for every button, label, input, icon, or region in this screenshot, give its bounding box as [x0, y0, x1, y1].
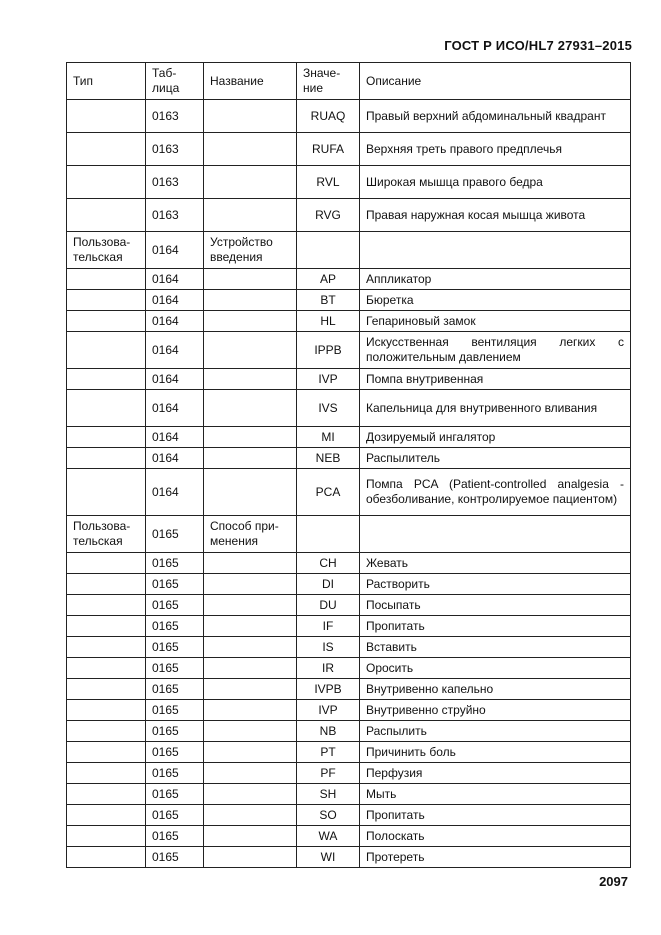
- value-cell: IPPB: [297, 332, 360, 369]
- description-cell: Правая наружная косая мышца живота: [360, 199, 631, 232]
- value-cell: PT: [297, 742, 360, 763]
- description-cell: Полоскать: [360, 826, 631, 847]
- type-cell: [67, 616, 146, 637]
- value-cell: IVP: [297, 369, 360, 390]
- col-header-type: Тип: [67, 63, 146, 100]
- table-row: [67, 742, 631, 763]
- type-cell: Пользова- тельская: [67, 232, 146, 269]
- description-cell: [360, 516, 631, 553]
- table-row: [67, 290, 631, 311]
- name-cell: Устройство введения: [204, 232, 297, 269]
- type-cell: [67, 595, 146, 616]
- table-number-cell: 0164: [146, 469, 204, 516]
- name-cell: [204, 742, 297, 763]
- table-row: [67, 369, 631, 390]
- table-number-cell: 0163: [146, 166, 204, 199]
- type-cell: [67, 100, 146, 133]
- type-cell: [67, 784, 146, 805]
- description-cell: Гепариновый замок: [360, 311, 631, 332]
- value-cell: SH: [297, 784, 360, 805]
- value-cell: CH: [297, 553, 360, 574]
- description-cell: Распылитель: [360, 448, 631, 469]
- description-cell: Широкая мышца правого бедра: [360, 166, 631, 199]
- description-cell: Посыпать: [360, 595, 631, 616]
- name-cell: [204, 553, 297, 574]
- table-row: [67, 658, 631, 679]
- description-cell: Оросить: [360, 658, 631, 679]
- table-row: [67, 469, 631, 516]
- type-cell: [67, 133, 146, 166]
- table-number-cell: 0163: [146, 199, 204, 232]
- table-number-cell: 0164: [146, 311, 204, 332]
- value-cell: NB: [297, 721, 360, 742]
- type-cell: [67, 290, 146, 311]
- description-cell: Верхняя треть правого предплечья: [360, 133, 631, 166]
- type-cell: [67, 700, 146, 721]
- name-cell: [204, 574, 297, 595]
- table-number-cell: 0164: [146, 232, 204, 269]
- table-number-cell: 0165: [146, 847, 204, 868]
- table-row: [67, 269, 631, 290]
- value-cell: IVPB: [297, 679, 360, 700]
- col-header-name: Название: [204, 63, 297, 100]
- table-number-cell: 0165: [146, 805, 204, 826]
- table-row: [67, 574, 631, 595]
- value-cell: NEB: [297, 448, 360, 469]
- table-row: [67, 826, 631, 847]
- table-number-cell: 0164: [146, 427, 204, 448]
- type-cell: [67, 658, 146, 679]
- type-cell: [67, 805, 146, 826]
- type-cell: [67, 332, 146, 369]
- type-cell: [67, 390, 146, 427]
- table-body: [67, 100, 631, 868]
- type-cell: [67, 369, 146, 390]
- table-row: [67, 133, 631, 166]
- type-cell: [67, 742, 146, 763]
- description-cell: Пропитать: [360, 616, 631, 637]
- name-cell: [204, 166, 297, 199]
- name-cell: [204, 133, 297, 166]
- value-cell: [297, 516, 360, 553]
- table-number-cell: 0165: [146, 784, 204, 805]
- table-row: [67, 427, 631, 448]
- type-cell: [67, 847, 146, 868]
- table-row: [67, 232, 631, 269]
- type-cell: [67, 574, 146, 595]
- value-cell: RUFA: [297, 133, 360, 166]
- value-cell: WA: [297, 826, 360, 847]
- table-number-cell: 0163: [146, 133, 204, 166]
- value-cell: IR: [297, 658, 360, 679]
- document-id: ГОСТ Р ИСО/HL7 27931–2015: [444, 38, 632, 53]
- value-cell: RVG: [297, 199, 360, 232]
- table-row: [67, 100, 631, 133]
- table-row: [67, 763, 631, 784]
- table-row: [67, 390, 631, 427]
- type-cell: [67, 199, 146, 232]
- table-header-row: [67, 63, 631, 100]
- description-cell: Жевать: [360, 553, 631, 574]
- name-cell: [204, 658, 297, 679]
- table-number-cell: 0165: [146, 658, 204, 679]
- name-cell: [204, 199, 297, 232]
- name-cell: [204, 637, 297, 658]
- col-header-description: Описание: [360, 63, 631, 100]
- description-cell: Мыть: [360, 784, 631, 805]
- description-cell: Перфузия: [360, 763, 631, 784]
- value-cell: IF: [297, 616, 360, 637]
- description-cell: Помпа внутривенная: [360, 369, 631, 390]
- table-number-cell: 0164: [146, 269, 204, 290]
- table-number-cell: 0165: [146, 595, 204, 616]
- description-cell: Внутривенно струйно: [360, 700, 631, 721]
- table-number-cell: 0165: [146, 616, 204, 637]
- name-cell: [204, 448, 297, 469]
- description-cell: Капельница для внутривенного вливания: [360, 390, 631, 427]
- value-cell: [297, 232, 360, 269]
- name-cell: [204, 369, 297, 390]
- table-row: [67, 448, 631, 469]
- name-cell: [204, 332, 297, 369]
- value-cell: IS: [297, 637, 360, 658]
- table-row: [67, 784, 631, 805]
- table-number-cell: 0164: [146, 390, 204, 427]
- table-number-cell: 0165: [146, 679, 204, 700]
- description-cell: Причинить боль: [360, 742, 631, 763]
- name-cell: [204, 595, 297, 616]
- description-cell: Распылить: [360, 721, 631, 742]
- table-row: [67, 805, 631, 826]
- value-cell: AP: [297, 269, 360, 290]
- table-row: [67, 516, 631, 553]
- value-cell: WI: [297, 847, 360, 868]
- table-number-cell: 0165: [146, 553, 204, 574]
- table-number-cell: 0165: [146, 516, 204, 553]
- type-cell: [67, 637, 146, 658]
- table-row: [67, 332, 631, 369]
- table-row: [67, 311, 631, 332]
- value-cell: MI: [297, 427, 360, 448]
- table-number-cell: 0165: [146, 574, 204, 595]
- name-cell: [204, 269, 297, 290]
- value-cell: DI: [297, 574, 360, 595]
- table-number-cell: 0164: [146, 369, 204, 390]
- value-cell: IVP: [297, 700, 360, 721]
- value-cell: SO: [297, 805, 360, 826]
- type-cell: [67, 721, 146, 742]
- table-number-cell: 0164: [146, 448, 204, 469]
- page-number: 2097: [599, 874, 628, 889]
- table-row: [67, 847, 631, 868]
- type-cell: [67, 166, 146, 199]
- name-cell: [204, 700, 297, 721]
- type-cell: [67, 553, 146, 574]
- table-number-cell: 0165: [146, 700, 204, 721]
- description-cell: Протереть: [360, 847, 631, 868]
- type-cell: [67, 763, 146, 784]
- description-cell: Дозируемый ингалятор: [360, 427, 631, 448]
- table-number-cell: 0164: [146, 332, 204, 369]
- table-number-cell: 0165: [146, 763, 204, 784]
- name-cell: [204, 763, 297, 784]
- table-row: [67, 595, 631, 616]
- name-cell: [204, 826, 297, 847]
- table-number-cell: 0165: [146, 721, 204, 742]
- name-cell: Способ при- менения: [204, 516, 297, 553]
- table-number-cell: 0165: [146, 742, 204, 763]
- name-cell: [204, 469, 297, 516]
- description-cell: [360, 232, 631, 269]
- table-row: [67, 637, 631, 658]
- value-cell: IVS: [297, 390, 360, 427]
- description-cell: Внутривенно капельно: [360, 679, 631, 700]
- table-number-cell: 0164: [146, 290, 204, 311]
- name-cell: [204, 290, 297, 311]
- description-cell: Аппликатор: [360, 269, 631, 290]
- value-cell: BT: [297, 290, 360, 311]
- table-row: [67, 553, 631, 574]
- type-cell: [67, 269, 146, 290]
- description-cell: Растворить: [360, 574, 631, 595]
- table-row: [67, 616, 631, 637]
- name-cell: [204, 311, 297, 332]
- type-cell: [67, 448, 146, 469]
- col-header-value: Значе- ние: [297, 63, 360, 100]
- table-row: [67, 679, 631, 700]
- table-number-cell: 0165: [146, 826, 204, 847]
- table-number-cell: 0163: [146, 100, 204, 133]
- name-cell: [204, 784, 297, 805]
- type-cell: [67, 427, 146, 448]
- col-header-table: Таб- лица: [146, 63, 204, 100]
- value-cell: DU: [297, 595, 360, 616]
- table-row: [67, 700, 631, 721]
- name-cell: [204, 721, 297, 742]
- type-cell: [67, 469, 146, 516]
- value-cell: HL: [297, 311, 360, 332]
- name-cell: [204, 679, 297, 700]
- name-cell: [204, 390, 297, 427]
- description-cell: Вставить: [360, 637, 631, 658]
- value-cell: RVL: [297, 166, 360, 199]
- name-cell: [204, 847, 297, 868]
- type-cell: [67, 311, 146, 332]
- code-table: [66, 62, 631, 868]
- name-cell: [204, 616, 297, 637]
- description-cell: Помпа PCA (Patient-controlled analgesia - обезболивание, контролируемое пациентом): [360, 469, 631, 516]
- table-row: [67, 721, 631, 742]
- name-cell: [204, 100, 297, 133]
- description-cell: Пропитать: [360, 805, 631, 826]
- table-number-cell: 0165: [146, 637, 204, 658]
- name-cell: [204, 805, 297, 826]
- type-cell: Пользова- тельская: [67, 516, 146, 553]
- name-cell: [204, 427, 297, 448]
- description-cell: Бюретка: [360, 290, 631, 311]
- value-cell: RUAQ: [297, 100, 360, 133]
- value-cell: PCA: [297, 469, 360, 516]
- description-cell: Искусственная вентиляция легких с положительным давлением: [360, 332, 631, 369]
- table-row: [67, 166, 631, 199]
- type-cell: [67, 826, 146, 847]
- type-cell: [67, 679, 146, 700]
- description-cell: Правый верхний абдоминальный квадрант: [360, 100, 631, 133]
- table-row: [67, 199, 631, 232]
- value-cell: PF: [297, 763, 360, 784]
